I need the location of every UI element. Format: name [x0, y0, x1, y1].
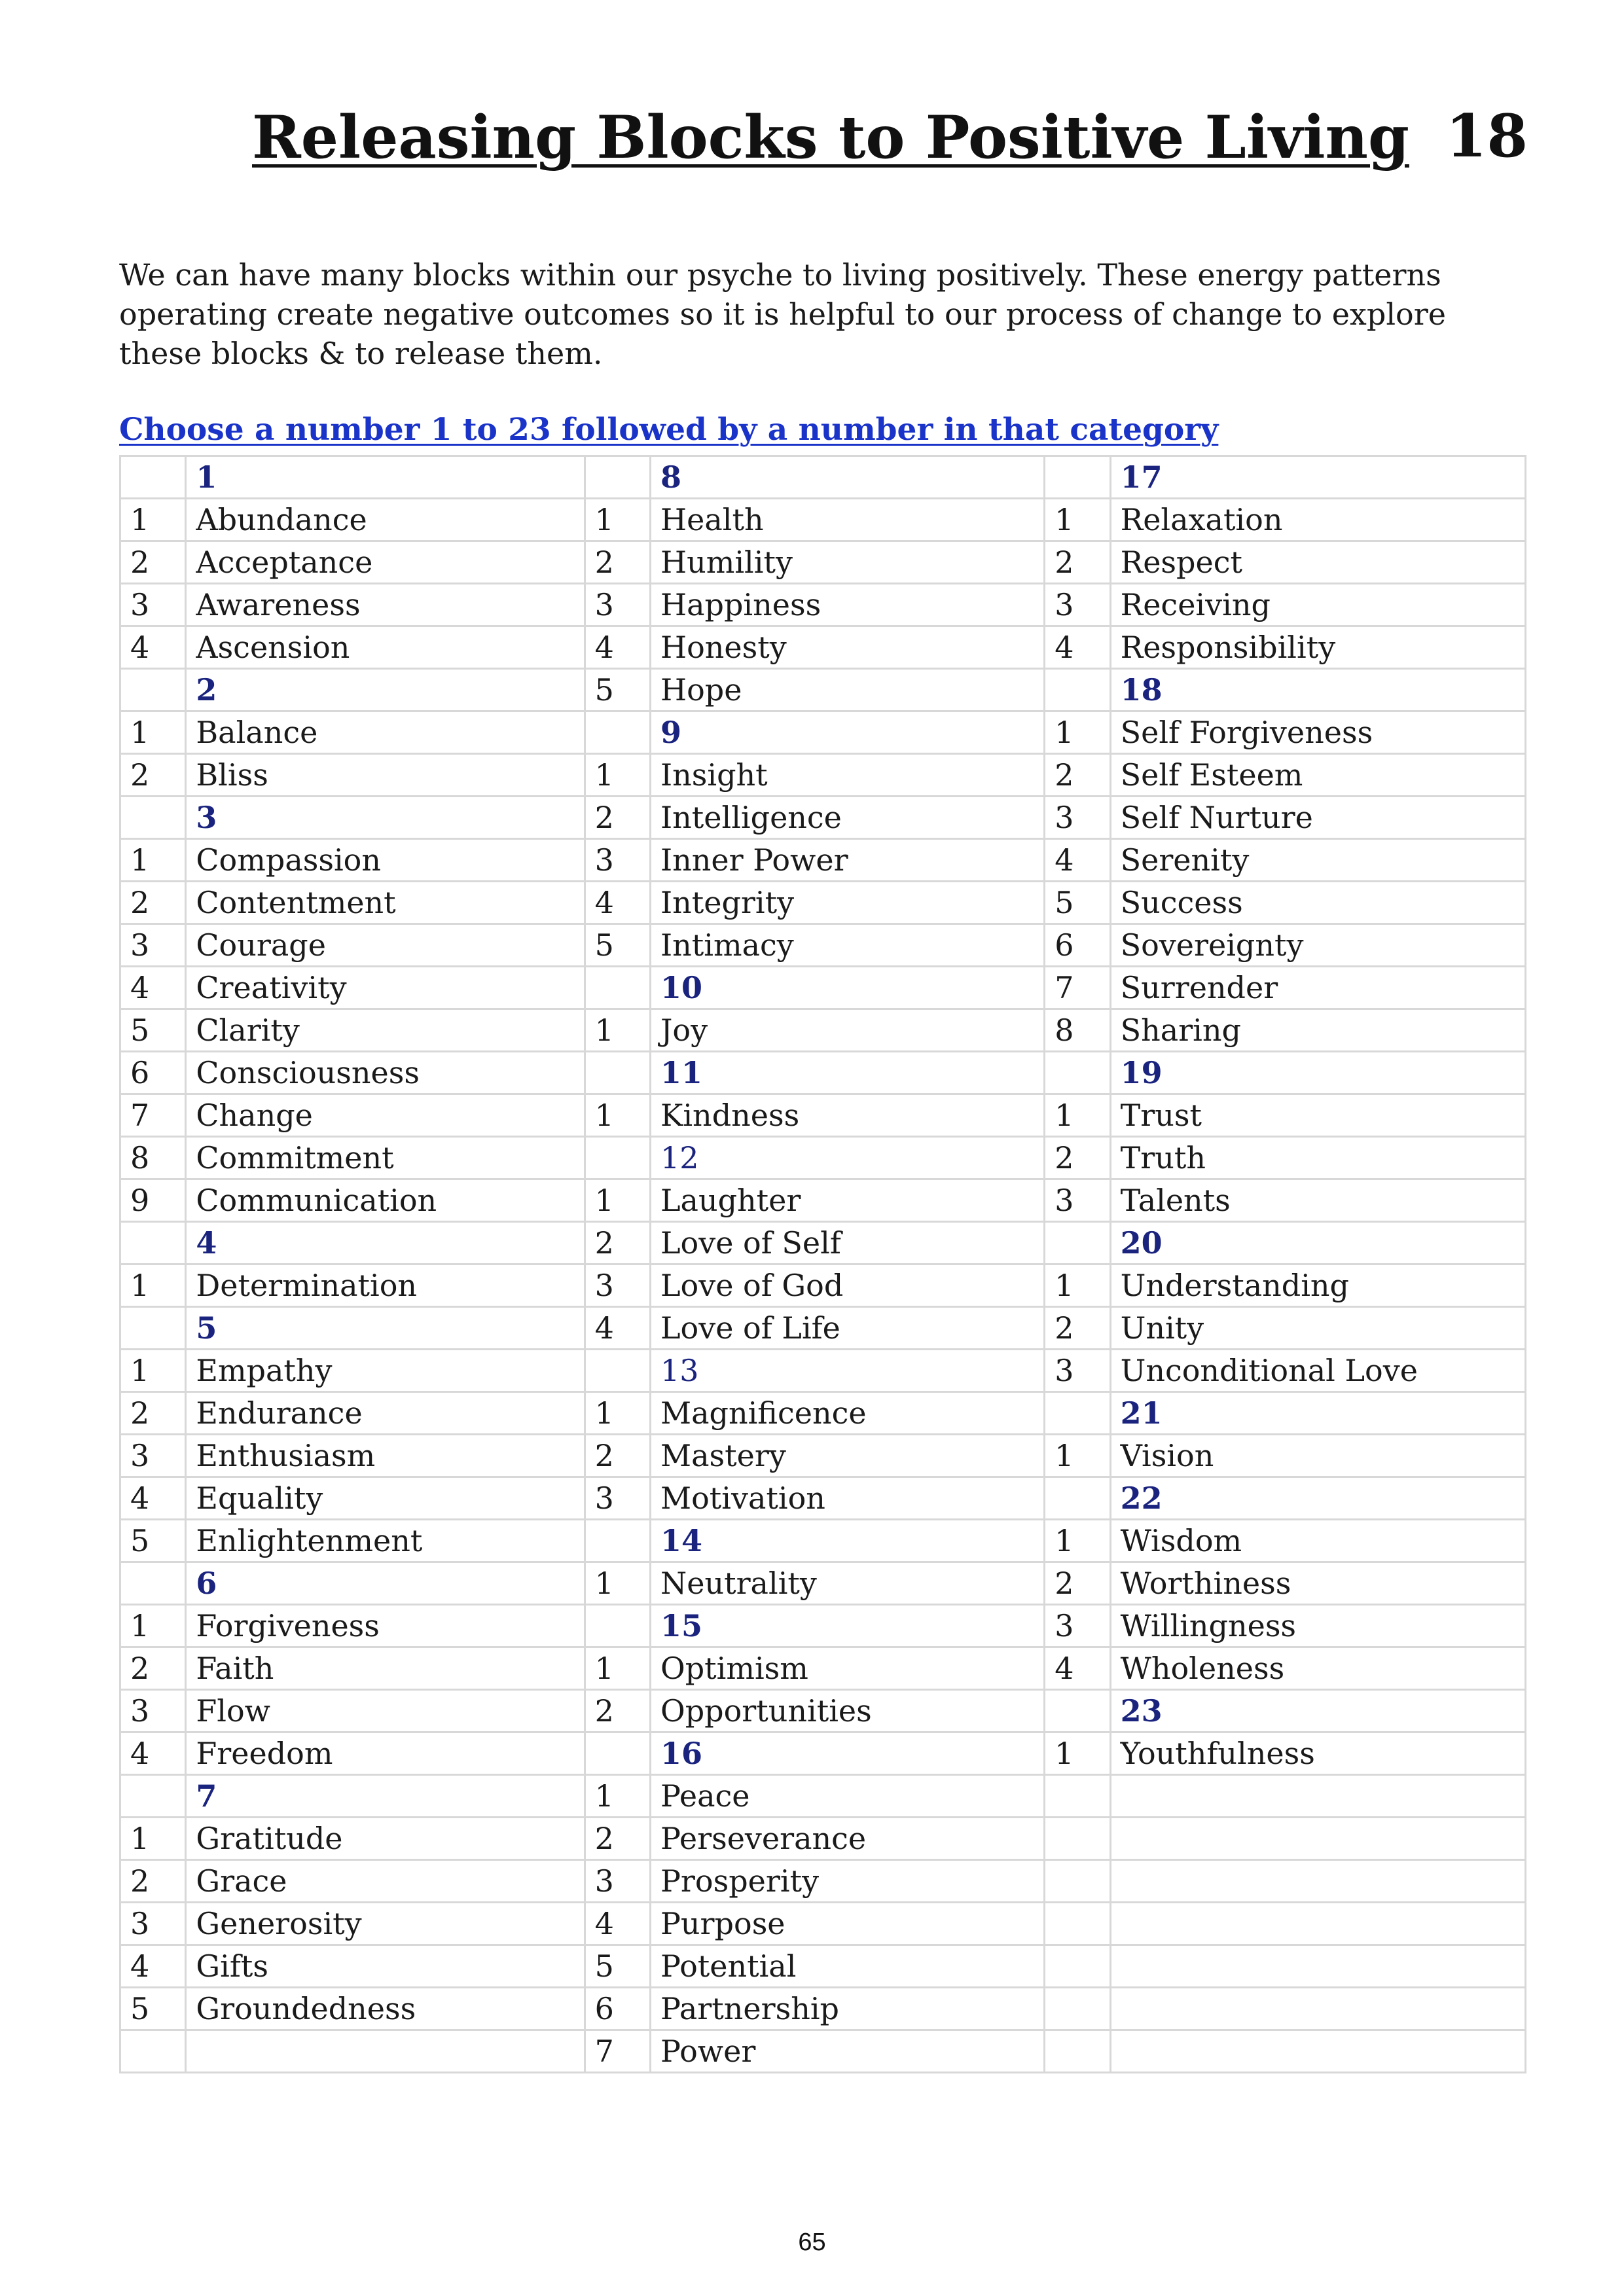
- item-label: Determination: [186, 1265, 585, 1307]
- item-label: Insight: [650, 754, 1044, 797]
- item-number: [585, 1052, 650, 1094]
- item-label: Vision: [1110, 1435, 1525, 1477]
- item-number: [1045, 2030, 1110, 2073]
- table-row: [120, 967, 1526, 1009]
- table-row: [120, 1860, 1526, 1903]
- category-header: 6: [186, 1562, 585, 1605]
- table-row: [120, 626, 1526, 669]
- item-number: 3: [120, 1903, 186, 1945]
- table-row: [120, 1818, 1526, 1860]
- item-number: [585, 1137, 650, 1179]
- table-row: [120, 584, 1526, 626]
- item-number: 5: [1045, 882, 1110, 924]
- item-number: [1045, 1860, 1110, 1903]
- item-number: [1045, 1945, 1110, 1988]
- table-row: [120, 1562, 1526, 1605]
- item-label: Opportunities: [650, 1690, 1044, 1732]
- category-header: 12: [650, 1137, 1044, 1179]
- item-number: 8: [1045, 1009, 1110, 1052]
- item-label: Compassion: [186, 839, 585, 882]
- item-number: [120, 797, 186, 839]
- item-label: Happiness: [650, 584, 1044, 626]
- item-number: 3: [120, 1435, 186, 1477]
- item-number: 3: [585, 1265, 650, 1307]
- item-label: Groundedness: [186, 1988, 585, 2030]
- item-label: Optimism: [650, 1647, 1044, 1690]
- item-number: 4: [585, 1903, 650, 1945]
- item-label: Love of God: [650, 1265, 1044, 1307]
- item-label: Power: [650, 2030, 1044, 2073]
- item-label: Unconditional Love: [1110, 1350, 1525, 1392]
- item-label: Prosperity: [650, 1860, 1044, 1903]
- item-number: 4: [585, 626, 650, 669]
- table-row: [120, 1945, 1526, 1988]
- table-row: [120, 1690, 1526, 1732]
- table-row: [120, 456, 1526, 499]
- item-number: 1: [120, 1818, 186, 1860]
- item-number: 2: [585, 1435, 650, 1477]
- table-row: [120, 1307, 1526, 1350]
- page-footer-number: 65: [798, 2229, 826, 2256]
- item-number: 1: [1045, 1094, 1110, 1137]
- table-row: [120, 1520, 1526, 1562]
- table-row: [120, 754, 1526, 797]
- item-label: Neutrality: [650, 1562, 1044, 1605]
- item-label: Trust: [1110, 1094, 1525, 1137]
- item-number: 1: [585, 1647, 650, 1690]
- item-number: 5: [585, 1945, 650, 1988]
- item-label: [1110, 1903, 1525, 1945]
- item-label: Youthfulness: [1110, 1732, 1525, 1775]
- item-label: Love of Self: [650, 1222, 1044, 1265]
- item-number: 4: [585, 1307, 650, 1350]
- category-header: 18: [1110, 669, 1525, 711]
- item-number: 2: [585, 1690, 650, 1732]
- item-label: Relaxation: [1110, 499, 1525, 541]
- item-label: Awareness: [186, 584, 585, 626]
- item-label: Ascension: [186, 626, 585, 669]
- item-number: [585, 711, 650, 754]
- item-label: [1110, 1988, 1525, 2030]
- table-row: [120, 1094, 1526, 1137]
- intro-paragraph: We can have many blocks within our psyche to living positively. These energy patterns operating create negative outcomes so it is helpful to our process of change to explore these blocks & to release them.: [119, 257, 1446, 371]
- item-label: Faith: [186, 1647, 585, 1690]
- category-header: 7: [186, 1775, 585, 1818]
- item-label: Sharing: [1110, 1009, 1525, 1052]
- item-number: [1045, 1818, 1110, 1860]
- item-number: 1: [1045, 1435, 1110, 1477]
- table-row: [120, 1477, 1526, 1520]
- item-number: [585, 1520, 650, 1562]
- item-number: 1: [1045, 711, 1110, 754]
- item-number: 1: [120, 1605, 186, 1647]
- item-label: Respect: [1110, 541, 1525, 584]
- item-number: [120, 456, 186, 499]
- item-number: 2: [585, 1222, 650, 1265]
- item-label: Bliss: [186, 754, 585, 797]
- item-number: 3: [1045, 797, 1110, 839]
- item-number: 2: [120, 754, 186, 797]
- item-label: Gratitude: [186, 1818, 585, 1860]
- item-label: [1110, 1775, 1525, 1818]
- item-label: Grace: [186, 1860, 585, 1903]
- item-label: [1110, 1818, 1525, 1860]
- item-number: 2: [1045, 1562, 1110, 1605]
- table-row: [120, 1009, 1526, 1052]
- item-number: 1: [120, 839, 186, 882]
- item-number: 6: [1045, 924, 1110, 967]
- table-row: [120, 1732, 1526, 1775]
- item-number: 3: [120, 584, 186, 626]
- item-number: 1: [585, 1179, 650, 1222]
- item-number: 3: [120, 924, 186, 967]
- item-label: Success: [1110, 882, 1525, 924]
- item-number: 3: [585, 839, 650, 882]
- item-number: 4: [120, 626, 186, 669]
- item-number: [1045, 1775, 1110, 1818]
- item-label: Love of Life: [650, 1307, 1044, 1350]
- item-label: Honesty: [650, 626, 1044, 669]
- item-number: [585, 1732, 650, 1775]
- category-header: 11: [650, 1052, 1044, 1094]
- item-label: Sovereignty: [1110, 924, 1525, 967]
- item-number: 1: [120, 1265, 186, 1307]
- item-label: Potential: [650, 1945, 1044, 1988]
- item-label: Health: [650, 499, 1044, 541]
- item-label: Communication: [186, 1179, 585, 1222]
- category-header: 14: [650, 1520, 1044, 1562]
- item-number: 1: [585, 1009, 650, 1052]
- category-header: 17: [1110, 456, 1525, 499]
- item-label: Mastery: [650, 1435, 1044, 1477]
- table-row: [120, 711, 1526, 754]
- item-label: Enthusiasm: [186, 1435, 585, 1477]
- item-number: 2: [1045, 541, 1110, 584]
- item-number: 4: [120, 1732, 186, 1775]
- item-number: 1: [1045, 1265, 1110, 1307]
- item-label: Willingness: [1110, 1605, 1525, 1647]
- item-label: Truth: [1110, 1137, 1525, 1179]
- table-row: [120, 1265, 1526, 1307]
- item-label: [1110, 2030, 1525, 2073]
- item-number: 1: [585, 499, 650, 541]
- item-label: Consciousness: [186, 1052, 585, 1094]
- item-label: Worthiness: [1110, 1562, 1525, 1605]
- category-header: 4: [186, 1222, 585, 1265]
- item-label: Purpose: [650, 1903, 1044, 1945]
- item-number: 1: [120, 1350, 186, 1392]
- item-number: [1045, 1052, 1110, 1094]
- item-number: 3: [585, 1860, 650, 1903]
- item-number: [120, 1775, 186, 1818]
- item-number: [585, 1605, 650, 1647]
- item-number: 3: [585, 1477, 650, 1520]
- item-number: 2: [120, 1860, 186, 1903]
- item-number: 1: [1045, 1732, 1110, 1775]
- table-row: [120, 499, 1526, 541]
- item-number: 1: [585, 1562, 650, 1605]
- item-number: 2: [120, 882, 186, 924]
- item-number: [1045, 669, 1110, 711]
- item-number: 2: [1045, 1307, 1110, 1350]
- item-number: 4: [1045, 839, 1110, 882]
- item-number: 5: [120, 1009, 186, 1052]
- item-number: 4: [120, 967, 186, 1009]
- item-label: Self Esteem: [1110, 754, 1525, 797]
- item-label: [186, 2030, 585, 2073]
- table-row: [120, 1179, 1526, 1222]
- table-row: [120, 1605, 1526, 1647]
- table-row: [120, 1350, 1526, 1392]
- item-label: Responsibility: [1110, 626, 1525, 669]
- item-number: 2: [120, 1647, 186, 1690]
- item-number: [1045, 1988, 1110, 2030]
- category-header: 2: [186, 669, 585, 711]
- item-label: Commitment: [186, 1137, 585, 1179]
- item-label: Receiving: [1110, 584, 1525, 626]
- item-number: [1045, 456, 1110, 499]
- item-label: Intelligence: [650, 797, 1044, 839]
- item-label: Partnership: [650, 1988, 1044, 2030]
- item-number: 1: [1045, 1520, 1110, 1562]
- item-label: Self Nurture: [1110, 797, 1525, 839]
- table-row: [120, 839, 1526, 882]
- category-header: 3: [186, 797, 585, 839]
- item-number: 3: [1045, 1179, 1110, 1222]
- item-number: 2: [120, 1392, 186, 1435]
- category-header: 21: [1110, 1392, 1525, 1435]
- item-label: Hope: [650, 669, 1044, 711]
- item-label: Clarity: [186, 1009, 585, 1052]
- item-number: [585, 1350, 650, 1392]
- item-number: 3: [1045, 1350, 1110, 1392]
- item-number: [1045, 1477, 1110, 1520]
- item-number: [120, 1222, 186, 1265]
- item-label: Magnificence: [650, 1392, 1044, 1435]
- category-header: 22: [1110, 1477, 1525, 1520]
- item-number: 1: [120, 499, 186, 541]
- item-label: Wisdom: [1110, 1520, 1525, 1562]
- item-label: Generosity: [186, 1903, 585, 1945]
- item-number: [120, 1307, 186, 1350]
- item-label: Unity: [1110, 1307, 1525, 1350]
- item-number: 4: [120, 1477, 186, 1520]
- item-label: Integrity: [650, 882, 1044, 924]
- item-number: 8: [120, 1137, 186, 1179]
- item-number: 2: [585, 797, 650, 839]
- table-row: [120, 1988, 1526, 2030]
- item-number: 2: [1045, 754, 1110, 797]
- item-number: 4: [1045, 1647, 1110, 1690]
- item-number: 2: [585, 1818, 650, 1860]
- table-row: [120, 882, 1526, 924]
- item-number: [1045, 1903, 1110, 1945]
- item-number: 9: [120, 1179, 186, 1222]
- table-row: [120, 1137, 1526, 1179]
- item-label: Flow: [186, 1690, 585, 1732]
- item-label: Creativity: [186, 967, 585, 1009]
- item-number: 5: [120, 1520, 186, 1562]
- item-number: 5: [585, 924, 650, 967]
- item-label: Empathy: [186, 1350, 585, 1392]
- item-number: 1: [585, 754, 650, 797]
- item-number: 3: [1045, 1605, 1110, 1647]
- table-row: [120, 1775, 1526, 1818]
- item-label: Enlightenment: [186, 1520, 585, 1562]
- item-label: Perseverance: [650, 1818, 1044, 1860]
- item-number: 4: [120, 1945, 186, 1988]
- item-label: Change: [186, 1094, 585, 1137]
- item-number: 6: [120, 1052, 186, 1094]
- category-header: 10: [650, 967, 1044, 1009]
- item-label: Abundance: [186, 499, 585, 541]
- category-header: 13: [650, 1350, 1044, 1392]
- item-label: [1110, 1860, 1525, 1903]
- item-number: 7: [120, 1094, 186, 1137]
- item-label: Motivation: [650, 1477, 1044, 1520]
- category-header: 5: [186, 1307, 585, 1350]
- category-header: 15: [650, 1605, 1044, 1647]
- item-label: Peace: [650, 1775, 1044, 1818]
- item-label: Equality: [186, 1477, 585, 1520]
- item-label: Gifts: [186, 1945, 585, 1988]
- item-number: [1045, 1222, 1110, 1265]
- item-label: Intimacy: [650, 924, 1044, 967]
- table-row: [120, 1647, 1526, 1690]
- table-row: [120, 669, 1526, 711]
- item-label: Self Forgiveness: [1110, 711, 1525, 754]
- item-number: [585, 967, 650, 1009]
- item-number: 7: [585, 2030, 650, 2073]
- categories-table: [119, 455, 1526, 2073]
- item-number: 3: [585, 584, 650, 626]
- instruction-link[interactable]: Choose a number 1 to 23 followed by a number in that category: [119, 412, 1219, 448]
- item-number: 4: [1045, 626, 1110, 669]
- table-row: [120, 541, 1526, 584]
- item-number: 1: [585, 1775, 650, 1818]
- item-number: 7: [1045, 967, 1110, 1009]
- item-number: [585, 456, 650, 499]
- item-number: [1045, 1392, 1110, 1435]
- item-label: Laughter: [650, 1179, 1044, 1222]
- item-number: 4: [585, 882, 650, 924]
- category-header: 1: [186, 456, 585, 499]
- table-row: [120, 797, 1526, 839]
- table-row: [120, 1222, 1526, 1265]
- item-label: Balance: [186, 711, 585, 754]
- item-number: 1: [585, 1094, 650, 1137]
- item-number: [120, 669, 186, 711]
- item-label: Serenity: [1110, 839, 1525, 882]
- item-number: 6: [585, 1988, 650, 2030]
- item-number: 1: [1045, 499, 1110, 541]
- item-number: 3: [120, 1690, 186, 1732]
- item-label: Surrender: [1110, 967, 1525, 1009]
- item-label: Humility: [650, 541, 1044, 584]
- table-row: [120, 2030, 1526, 2073]
- category-header: 23: [1110, 1690, 1525, 1732]
- category-header: 9: [650, 711, 1044, 754]
- category-header: 8: [650, 456, 1044, 499]
- item-number: 2: [120, 541, 186, 584]
- table-row: [120, 1435, 1526, 1477]
- item-label: Understanding: [1110, 1265, 1525, 1307]
- item-number: 1: [585, 1392, 650, 1435]
- item-label: Talents: [1110, 1179, 1525, 1222]
- item-number: 1: [120, 711, 186, 754]
- item-number: [120, 1562, 186, 1605]
- table-row: [120, 924, 1526, 967]
- item-label: Forgiveness: [186, 1605, 585, 1647]
- item-label: Joy: [650, 1009, 1044, 1052]
- item-label: Wholeness: [1110, 1647, 1525, 1690]
- category-header: 16: [650, 1732, 1044, 1775]
- item-number: [120, 2030, 186, 2073]
- item-label: Courage: [186, 924, 585, 967]
- item-label: [1110, 1945, 1525, 1988]
- item-label: Contentment: [186, 882, 585, 924]
- table-row: [120, 1052, 1526, 1094]
- table-row: [120, 1392, 1526, 1435]
- category-header: 20: [1110, 1222, 1525, 1265]
- section-number: 18: [1445, 101, 1528, 171]
- item-number: 2: [585, 541, 650, 584]
- item-label: Endurance: [186, 1392, 585, 1435]
- item-number: 5: [120, 1988, 186, 2030]
- item-label: Acceptance: [186, 541, 585, 584]
- item-label: Kindness: [650, 1094, 1044, 1137]
- item-label: Freedom: [186, 1732, 585, 1775]
- category-header: 19: [1110, 1052, 1525, 1094]
- item-label: Inner Power: [650, 839, 1044, 882]
- page-title: Releasing Blocks to Positive Living: [252, 103, 1409, 172]
- item-number: 2: [1045, 1137, 1110, 1179]
- item-number: 3: [1045, 584, 1110, 626]
- item-number: 5: [585, 669, 650, 711]
- item-number: [1045, 1690, 1110, 1732]
- table-row: [120, 1903, 1526, 1945]
